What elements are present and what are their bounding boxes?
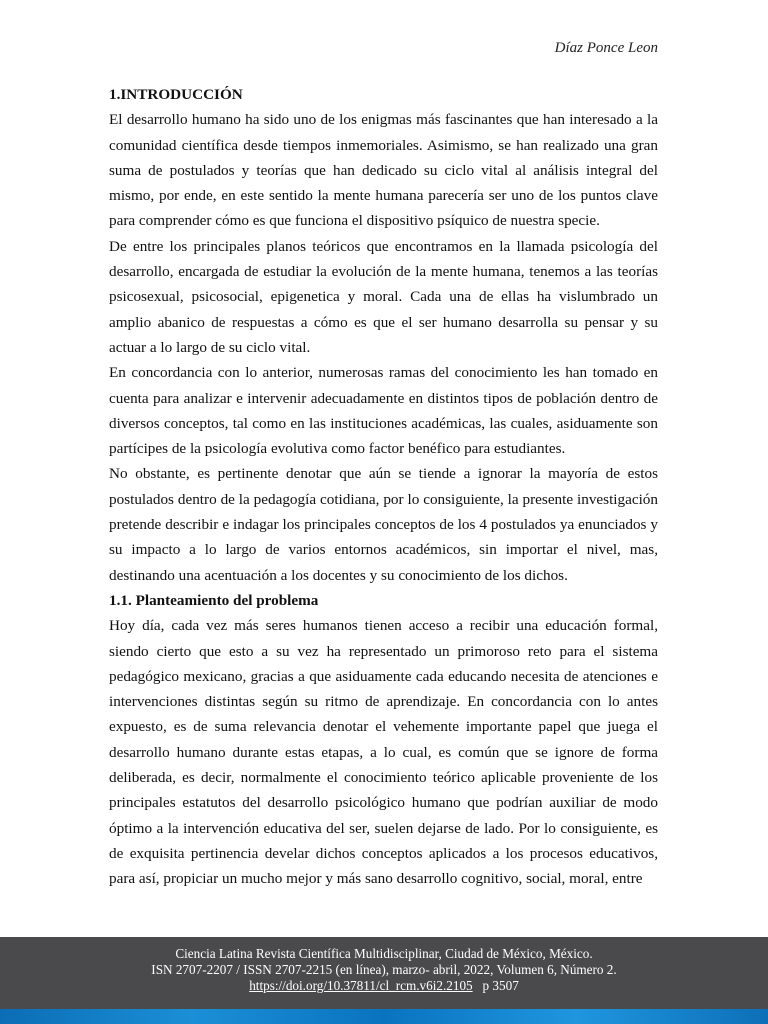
footer-accent-stripe: [0, 1009, 768, 1024]
page-number: p 3507: [482, 978, 519, 993]
journal-footer: [0, 937, 768, 1009]
footer-doi-line: [0, 978, 768, 994]
paragraph: De entre los principales planos teóricos que encontramos en la llamada psicología del desarrollo, encargada de estudiar la evolución de la mente humana, tenemos a las teorías psicosexual, psicosocial, epigenetica y moral. Cada una de ellas ha vislumbrado un amplio abanico de respuestas a cómo es que el ser humano desarrolla su pensar y su actuar a lo largo de su ciclo vital.: [109, 237, 658, 356]
footer-journal-line: Ciencia Latina Revista Científica Multidisciplinar, Ciudad de México, México.: [175, 946, 593, 961]
running-head-author: Díaz Ponce Leon: [554, 40, 658, 56]
doi-link[interactable]: https://doi.org/10.37811/cl_rcm.v6i2.2105: [249, 978, 473, 993]
paragraph: El desarrollo humano ha sido uno de los enigmas más fascinantes que han interesado a la comunidad científica desde tiempos inmemoriales. Asimismo, se han realizado una gran suma de postulados y teorías que han dedicado su ciclo vital al análisis integral del mismo, por ende, en este sentido la mente humana parecería ser uno de los puntos clave para comprender cómo es que funciona el dispositivo psíquico de nuestra specie.: [109, 111, 658, 230]
subsection-heading-planteamiento: 1.1. Planteamiento del problema: [109, 591, 319, 609]
paragraph: No obstante, es pertinente denotar que aún se tiende a ignorar la mayoría de estos postulados dentro de la pedagogía cotidiana, por lo consiguiente, la presente investigación pretende describir e indagar los principales conceptos de los 4 postulados ya enunciados y su impacto a lo largo de varios entornos académicos, sin importar el nivel, mas, destinando una acentuación a los docentes y su conocimiento de los dichos.: [109, 465, 658, 584]
article-body: [109, 82, 658, 892]
section-heading-introduccion: 1.INTRODUCCIÓN: [109, 86, 243, 103]
footer-issn-line: ISN 2707-2207 / ISSN 2707-2215 (en línea), marzo- abril, 2022, Volumen 6, Número 2.: [151, 962, 617, 977]
paragraph: Hoy día, cada vez más seres humanos tienen acceso a recibir una educación formal, siendo cierto que esto a su vez ha representado un primoroso reto para el sistema pedagógico mexicano, gracias a que asiduamente cada educando necesita de atenciones e intervenciones distintas según su ritmo de aprendizaje. En concordancia con lo antes expuesto, es de suma relevancia denotar el vehemente importante papel que juega el desarrollo humano durante estas etapas, a lo cual, es común que se ignore de forma deliberada, es decir, normalmente el conocimiento teórico aplicable proveniente de los principales estatutos del desarrollo psicológico humano que podrían auxiliar de modo óptimo a la intervención educativa del ser, suelen dejarse de lado. Por lo consiguiente, es de exquisita pertinencia develar dichos conceptos aplicados a los procesos educativos, para así, propiciar un mucho mejor y más sano desarrollo cognitivo, social, moral, entre: [109, 617, 658, 888]
paragraph: En concordancia con lo anterior, numerosas ramas del conocimiento les han tomado en cuenta para analizar e intervenir adecuadamente en distintos tipos de población dentro de diversos conceptos, tal como en las instituciones académicas, las cuales, asiduamente son partícipes de la psicología evolutiva como factor benéfico para estudiantes.: [109, 364, 658, 458]
